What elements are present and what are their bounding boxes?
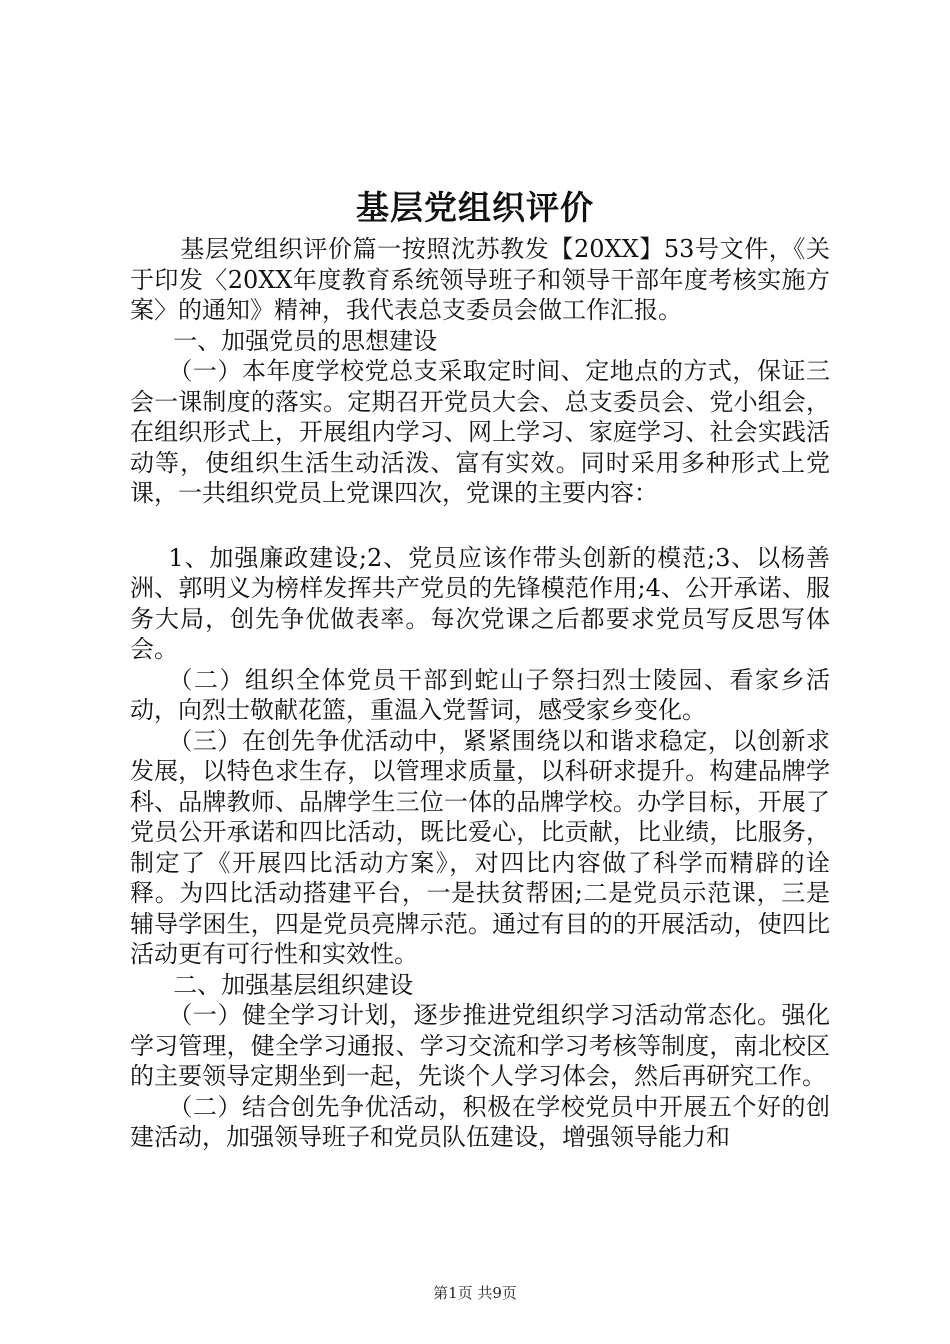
- paragraph-1-2: （二）组织全体党员干部到蛇山子祭扫烈士陵园、看家乡活动，向烈士敬献花篮，重温入党誓词，感受家乡变化。: [130, 665, 830, 724]
- paragraph-intro: 基层党组织评价篇一按照沈苏教发【20XX】53号文件，《关于印发〈20XX年度教育系统领导班子和领导干部年度考核实施方案〉的通知》精神，我代表总支委员会做工作汇报。: [130, 235, 830, 324]
- document-title: 基层党组织评价: [356, 188, 594, 227]
- paragraph-party-lessons: 1、加强廉政建设;2、党员应该作带头创新的模范;3、以杨善洲、郭明义为榜样发挥共产党员的先锋模范作用;4、公开承诺、服务大局，创先争优做表率。每次党课之后都要求党员写反思写体会。: [130, 543, 830, 663]
- paragraph-1-3: （三）在创先争优活动中，紧紧围绕以和谐求稳定，以创新求发展，以特色求生存，以管理求质量，以科研求提升。构建品牌学科、品牌教师、品牌学生三位一体的品牌学校。办学目标，开展了党员公开承诺和四比活动，既比爱心，比贡献，比业绩，比服务，制定了《开展四比活动方案》，对四比内容做了科学而精辟的诠释。为四比活动搭建平台，一是扶贫帮困;二是党员示范课，三是辅导学困生，四是党员亮牌示范。通过有目的的开展活动，使四比活动更有可行性和实效性。: [130, 726, 830, 968]
- paragraph-1-1: （一）本年度学校党总支采取定时间、定地点的方式，保证三会一课制度的落实。定期召开党员大会、总支委员会、党小组会，在组织形式上，开展组内学习、网上学习、家庭学习、社会实践活动等，使组织生活生动活泼、富有实效。同时采用多种形式上党课，一共组织党员上党课四次，党课的主要内容：: [130, 357, 830, 507]
- paragraph-gap: [130, 509, 830, 543]
- paragraph-2-1: （一）健全学习计划，逐步推进党组织学习活动常态化。强化学习管理，健全学习通报、学习交流和学习考核等制度，南北校区的主要领导定期坐到一起，先谈个人学习体会，然后再研究工作。: [130, 1001, 830, 1090]
- document-body: [130, 234, 830, 1153]
- paragraph-2-2: （二）结合创先争优活动，积极在学校党员中开展五个好的创建活动，加强领导班子和党员队伍建设，增强领导能力和: [130, 1092, 830, 1151]
- page-footer: 第1页 共9页: [433, 1284, 517, 1302]
- section-heading-2: 二、加强基层组织建设: [173, 970, 414, 999]
- section-heading-1: 一、加强党员的思想建设: [173, 326, 438, 355]
